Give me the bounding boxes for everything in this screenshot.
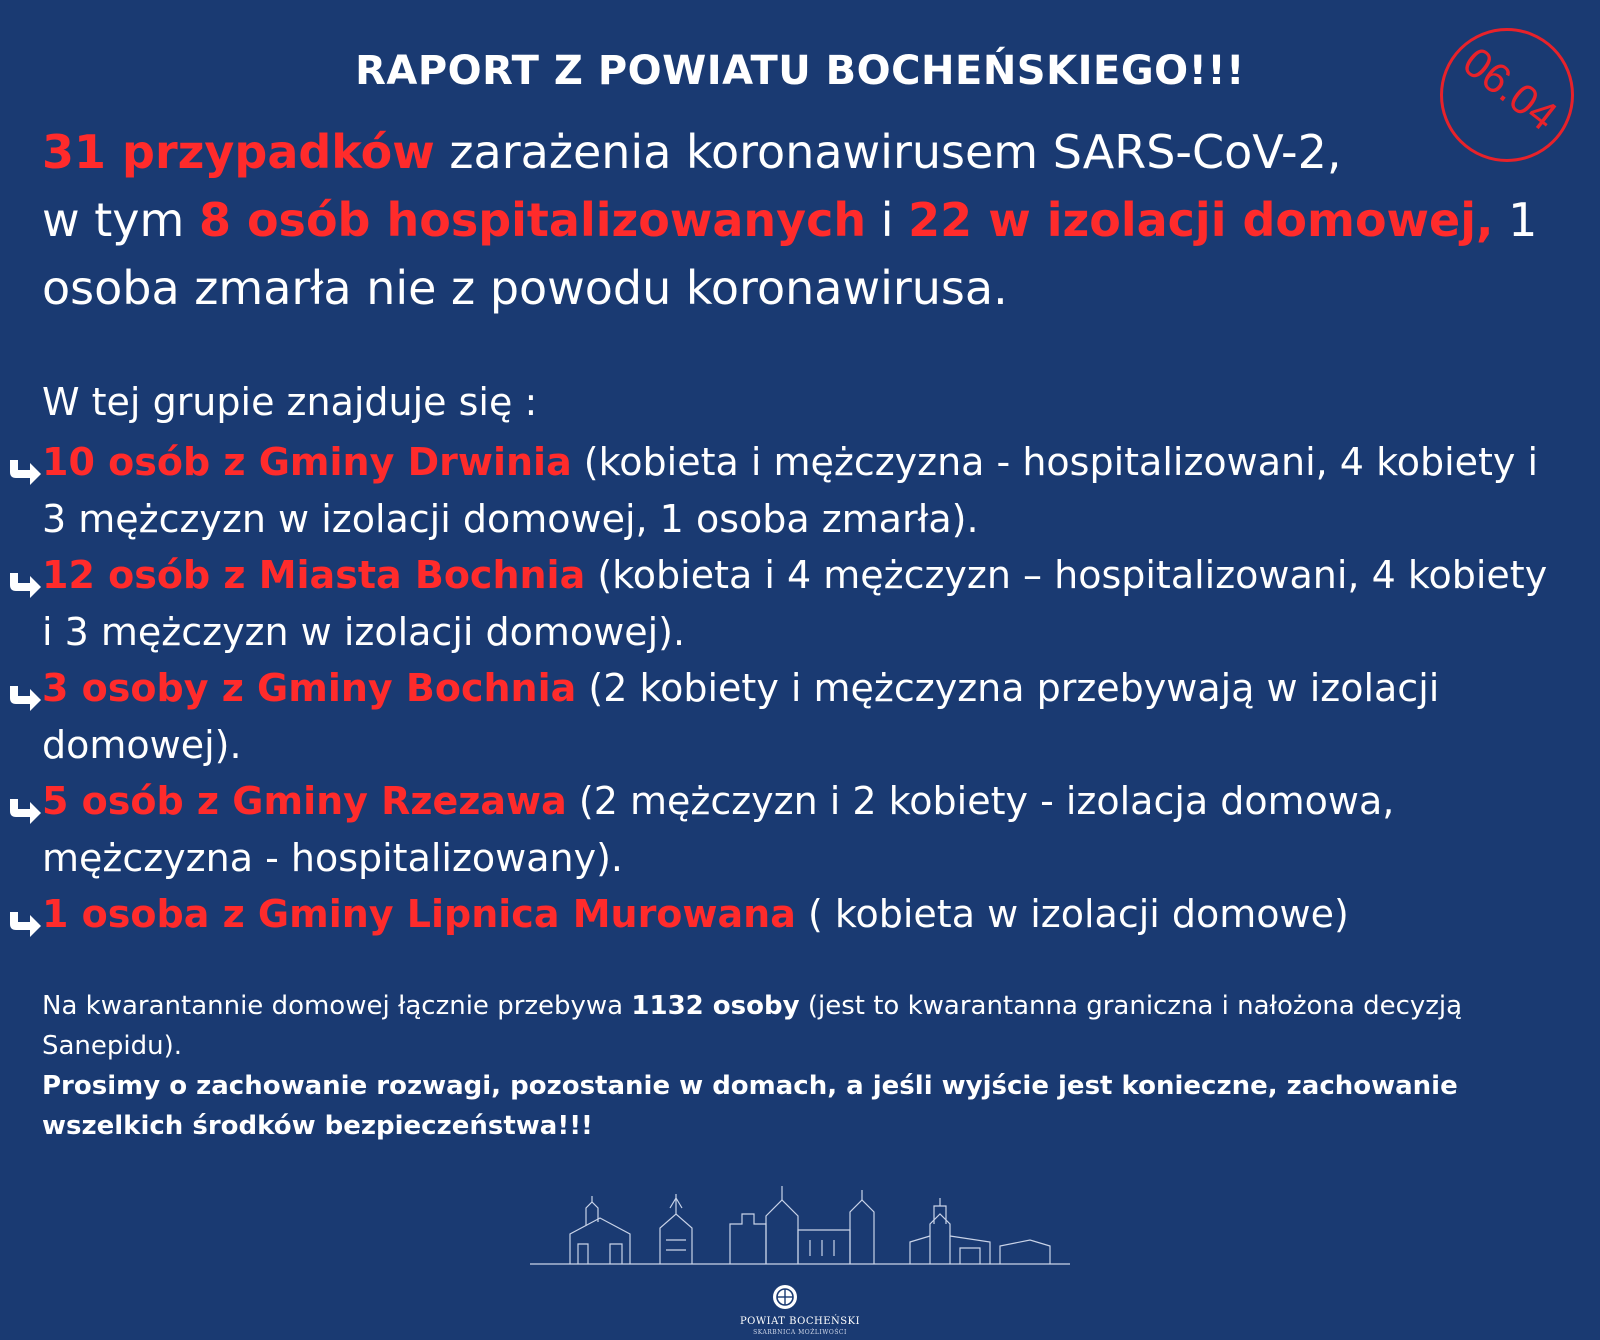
list-item bbox=[0, 886, 1600, 943]
logo-tagline: SKARBNICA MOŻLIWOŚCI bbox=[753, 1329, 847, 1336]
list-item bbox=[0, 434, 1600, 548]
group-highlight: 5 osób z Gminy Rzezawa bbox=[42, 779, 567, 823]
safety-appeal: Prosimy o zachowanie rozwagi, pozostanie w domach, a jeśli wyjście jest konieczne, zachowanie wszelkich środków bezpieczeństwa!!! bbox=[42, 1071, 1458, 1141]
summary-line2-prefix: w tym bbox=[42, 193, 199, 247]
group-list bbox=[0, 434, 1600, 942]
list-item bbox=[0, 547, 1600, 661]
group-highlight: 10 osób z Gminy Drwinia bbox=[42, 440, 572, 484]
town-skyline-icon bbox=[530, 1184, 1070, 1274]
group-details: (kobieta i 4 mężczyzn – hospitalizowani, 4 kobiety i 3 mężczyzn w izolacji domowej). bbox=[42, 553, 1548, 654]
summary-isolation: 22 w izolacji domowej, bbox=[908, 193, 1494, 247]
group-highlight: 3 osoby z Gminy Bochnia bbox=[42, 666, 577, 710]
arrow-right-icon bbox=[4, 904, 44, 944]
summary-and: i bbox=[866, 193, 909, 247]
note-count: 1132 osoby bbox=[631, 991, 800, 1021]
note-prefix: Na kwarantannie domowej łącznie przebywa bbox=[42, 991, 632, 1021]
arrow-right-icon bbox=[4, 452, 44, 492]
group-highlight: 12 osób z Miasta Bochnia bbox=[42, 553, 586, 597]
quarantine-note bbox=[42, 986, 1562, 1066]
list-item bbox=[0, 660, 1600, 774]
list-item bbox=[0, 773, 1600, 887]
summary-paragraph bbox=[42, 118, 1562, 322]
note-suffix: (jest to kwarantanna graniczna i nałożona decyzją Sanepidu). bbox=[42, 991, 1463, 1061]
report-title: RAPORT Z POWIATU BOCHEŃSKIEGO!!! bbox=[355, 48, 1245, 94]
globe-emblem-icon bbox=[771, 1283, 799, 1311]
summary-tail: 1 osoba zmarła nie z powodu koronawirusa. bbox=[42, 193, 1538, 315]
arrow-right-icon bbox=[4, 678, 44, 718]
summary-cases: 31 przypadków bbox=[42, 125, 435, 179]
group-intro: W tej grupie znajduje się : bbox=[42, 380, 538, 424]
group-details: (2 kobiety i mężczyzna przebywają w izolacji domowej). bbox=[42, 666, 1440, 767]
summary-hospitalized: 8 osób hospitalizowanych bbox=[198, 193, 867, 247]
summary-cases-tail: zarażenia koronawirusem SARS-CoV-2, bbox=[434, 125, 1342, 179]
date-stamp-text: 06.04 bbox=[1454, 37, 1567, 140]
arrow-right-icon bbox=[4, 565, 44, 605]
logo-name: POWIAT BOCHEŃSKI bbox=[739, 1316, 861, 1327]
group-details: (2 mężczyzn i 2 kobiety - izolacja domowa, mężczyzna - hospitalizowany). bbox=[42, 779, 1395, 880]
group-details: ( kobieta w izolacji domowe) bbox=[795, 892, 1349, 936]
arrow-right-icon bbox=[4, 791, 44, 831]
group-details: (kobieta i mężczyzna - hospitalizowani, 4 kobiety i 3 mężczyzn w izolacji domowej, 1 osoba zmarła). bbox=[42, 440, 1539, 541]
group-highlight: 1 osoba z Gminy Lipnica Murowana bbox=[42, 892, 796, 936]
